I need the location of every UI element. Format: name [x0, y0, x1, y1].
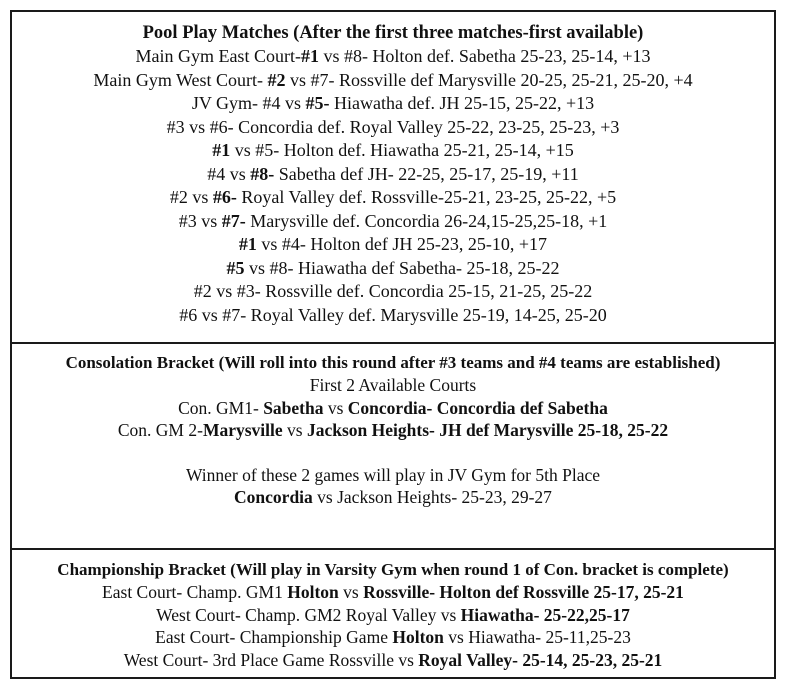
bold-segment: Sabetha — [263, 397, 324, 418]
consolation-section — [12, 342, 774, 548]
text-segment: Winner of these 2 games will play in JV Gym for 5th Place — [185, 464, 601, 485]
text-segment: West Court- 3rd Place Game Rossville vs — [123, 649, 419, 670]
consolation-lines — [12, 374, 774, 509]
text-segment: #2 vs — [169, 187, 213, 207]
text-segment: Sabetha def JH- 22-25, 25-17, 25-19, +11 — [274, 163, 579, 184]
text-segment: Marysville def. Concordia 26-24,15-25,25-18, +1 — [245, 210, 608, 231]
match-line — [12, 92, 774, 116]
text-segment: Main Gym East Court- — [135, 46, 301, 66]
text-segment: vs — [282, 420, 307, 440]
bold-segment: #7- — [221, 210, 246, 231]
pool-play-lines — [12, 45, 774, 327]
text-segment: First 2 Available Courts — [309, 375, 477, 395]
bold-segment: Marysville — [202, 420, 283, 440]
match-line — [12, 442, 774, 464]
bold-segment: #6- — [212, 187, 237, 207]
text-segment: Hiawatha def. JH 25-15, 25-22, +13 — [329, 93, 595, 113]
text-segment: Con. GM 2- — [117, 420, 203, 440]
text-segment: East Court- Championship Game — [155, 627, 393, 647]
text-segment: vs — [338, 582, 364, 602]
match-line — [12, 304, 774, 328]
text-segment: vs #4- Holton def JH 25-23, 25-10, +17 — [256, 234, 548, 254]
match-line — [12, 280, 774, 304]
bold-segment: Holton — [392, 627, 444, 647]
match-line — [12, 45, 774, 69]
text-segment: vs #8- Holton def. Sabetha 25-23, 25-14, +13 — [318, 46, 651, 66]
match-line — [12, 486, 774, 509]
text-segment: JV Gym- #4 vs — [191, 93, 306, 113]
bold-segment: #1 — [300, 46, 319, 66]
bold-segment: Jackson Heights- JH def Marysville 25-18, 25-22 — [306, 420, 669, 440]
match-line — [12, 186, 774, 210]
text-segment: #3 vs — [178, 210, 222, 231]
text-segment: vs #8- Hiawatha def Sabetha- 25-18, 25-22 — [244, 257, 560, 278]
bold-segment: #1 — [238, 234, 257, 254]
match-line — [12, 69, 774, 93]
match-line — [12, 374, 774, 397]
bold-segment: Concordia- Concordia def Sabetha — [347, 397, 608, 418]
championship-heading: Championship Bracket (Will play in Varsity Gym when round 1 of Con. bracket is complete) — [57, 560, 729, 579]
bold-segment: #2 — [267, 69, 286, 90]
bold-segment: Hiawatha- 25-22,25-17 — [460, 604, 630, 625]
bold-segment: Rossville- Holton def Rossville 25-17, 25-21 — [363, 582, 684, 602]
bold-segment: Royal Valley- 25-14, 25-23, 25-21 — [418, 649, 663, 670]
text-segment: Con. GM1- — [178, 397, 264, 418]
text-segment: vs Hiawatha- 25-11,25-23 — [443, 627, 631, 647]
match-line — [12, 139, 774, 163]
results-table — [10, 10, 776, 679]
consolation-heading: Consolation Bracket (Will roll into this round after #3 teams and #4 teams are established) — [65, 353, 721, 372]
match-line — [12, 419, 774, 442]
text-segment: Royal Valley def. Rossville-25-21, 23-25, 25-22, +5 — [236, 187, 617, 207]
text-segment: vs — [323, 397, 348, 418]
championship-section — [12, 548, 774, 677]
match-line — [12, 116, 774, 140]
text-segment: #3 vs #6- Concordia def. Royal Valley 25-22, 23-25, 25-23, +3 — [166, 116, 620, 137]
pool-play-section — [12, 12, 774, 342]
match-line — [12, 257, 774, 281]
match-line — [12, 163, 774, 187]
match-line — [12, 397, 774, 420]
bold-segment: #8- — [250, 163, 275, 184]
match-line — [12, 626, 774, 649]
bold-segment: #5- — [305, 93, 330, 113]
match-line — [12, 604, 774, 627]
match-line — [12, 233, 774, 257]
text-segment: East Court- Champ. GM1 — [102, 582, 288, 602]
text-segment: vs Jackson Heights- 25-23, 29-27 — [312, 487, 552, 507]
pool-play-heading: Pool Play Matches (After the first three matches-first available) — [142, 23, 644, 43]
bold-segment: Holton — [287, 582, 339, 602]
text-segment: Main Gym West Court- — [93, 69, 268, 90]
match-line — [12, 649, 774, 672]
match-line — [12, 581, 774, 604]
match-line — [12, 464, 774, 487]
bold-segment: Concordia — [234, 487, 313, 507]
text-segment: #6 vs #7- Royal Valley def. Marysville 25-19, 14-25, 25-20 — [179, 304, 607, 325]
championship-lines — [12, 581, 774, 671]
match-line — [12, 210, 774, 234]
text-segment: #4 vs — [207, 163, 251, 184]
text-segment: #2 vs #3- Rossville def. Concordia 25-15, 21-25, 25-22 — [193, 281, 593, 301]
text-segment: West Court- Champ. GM2 Royal Valley vs — [156, 604, 461, 625]
bold-segment: #5 — [226, 257, 245, 278]
bold-segment: #1 — [212, 140, 231, 160]
text-segment: vs #7- Rossville def Marysville 20-25, 25-21, 25-20, +4 — [285, 69, 693, 90]
text-segment: vs #5- Holton def. Hiawatha 25-21, 25-14, +15 — [230, 140, 574, 160]
